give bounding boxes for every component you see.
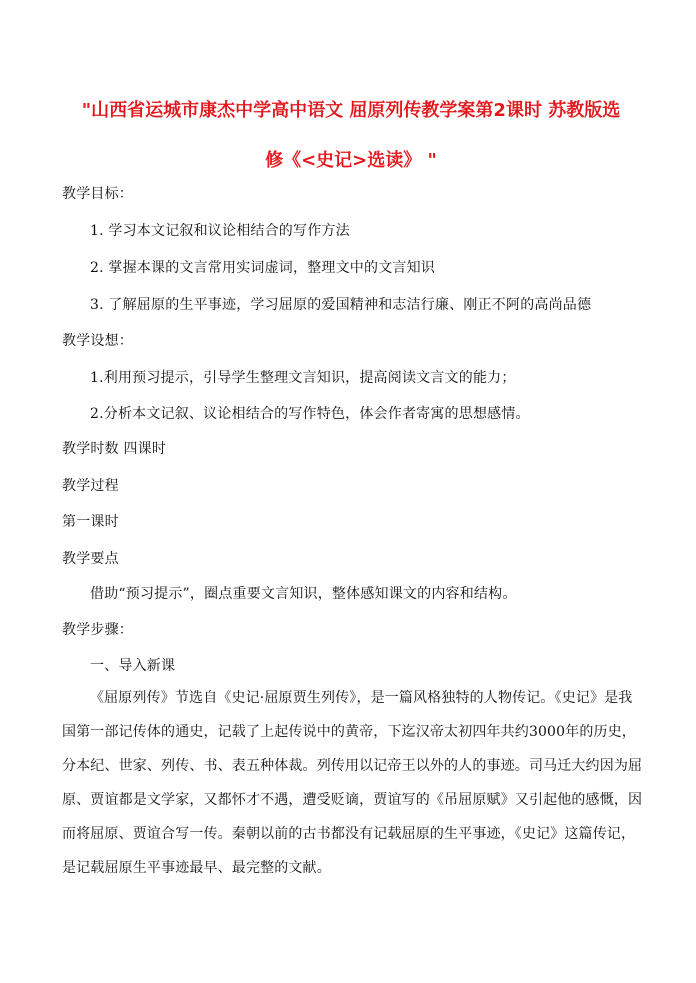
- intro-heading: 一、导入新课: [90, 658, 176, 674]
- objective-item-2: 2. 掌握本课的文言常用实词虚词，整理文中的文言知识: [90, 260, 436, 276]
- document-title: [62, 86, 640, 186]
- paragraph-line-2: 国第一部记传体的通史，记载了上起传说中的黄帝，下迄汉帝太初四年共约3000年的历史，: [62, 724, 636, 740]
- keypoints-text: 借助“预习提示”，圈点重要文言知识，整体感知课文的内容和结构。: [90, 586, 517, 602]
- design-item-1: 1.利用预习提示，引导学生整理文言知识，提高阅读文言文的能力；: [90, 370, 516, 386]
- design-item-2: 2.分析本文记叙、议论相结合的写作特色，体会作者寄寓的思想感情。: [90, 406, 530, 422]
- title-line-1: "山西省运城市康杰中学高中语文 屈原列传教学案第2课时 苏教版选: [81, 100, 621, 121]
- title-line-2: 修《<史记>选读》 ": [265, 150, 437, 171]
- paragraph-line-1: 《屈原列传》节选自《史记·屈原贾生列传》，是一篇风格独特的人物传记。《史记》是我: [90, 690, 633, 706]
- objective-item-3: 3. 了解屈原的生平事迹，学习屈原的爱国精神和志洁行廉、刚正不阿的高尚品德: [90, 297, 592, 313]
- intro-paragraph: [62, 681, 643, 885]
- paragraph-line-5: 而将屈原、贾谊合写一传。秦朝以前的古书都没有记载屈原的生平事迹，《史记》这篇传记，: [62, 826, 636, 842]
- paragraph-line-6: 是记载屈原生平事迹最早、最完整的文献。: [62, 860, 331, 876]
- steps-heading: 教学步骤：: [62, 622, 133, 638]
- lesson-heading: 第一课时: [62, 514, 119, 530]
- paragraph-line-3: 分本纪、世家、列传、书、表五种体裁。列传用以记帝王以外的人的事迹。司马迁大约因为屈: [62, 758, 643, 774]
- design-heading: 教学设想：: [62, 333, 133, 349]
- objectives-heading: 教学目标：: [62, 186, 133, 202]
- keypoints-heading: 教学要点: [62, 551, 119, 567]
- objective-item-1: 1. 学习本文记叙和议论相结合的写作方法: [90, 223, 350, 239]
- teaching-hours: 教学时数 四课时: [62, 441, 167, 457]
- paragraph-line-4: 原、贾谊都是文学家，又都怀才不遇，遭受贬谪，贾谊写的《吊屈原赋》又引起他的感慨，因: [62, 792, 643, 808]
- teaching-process-heading: 教学过程: [62, 478, 119, 494]
